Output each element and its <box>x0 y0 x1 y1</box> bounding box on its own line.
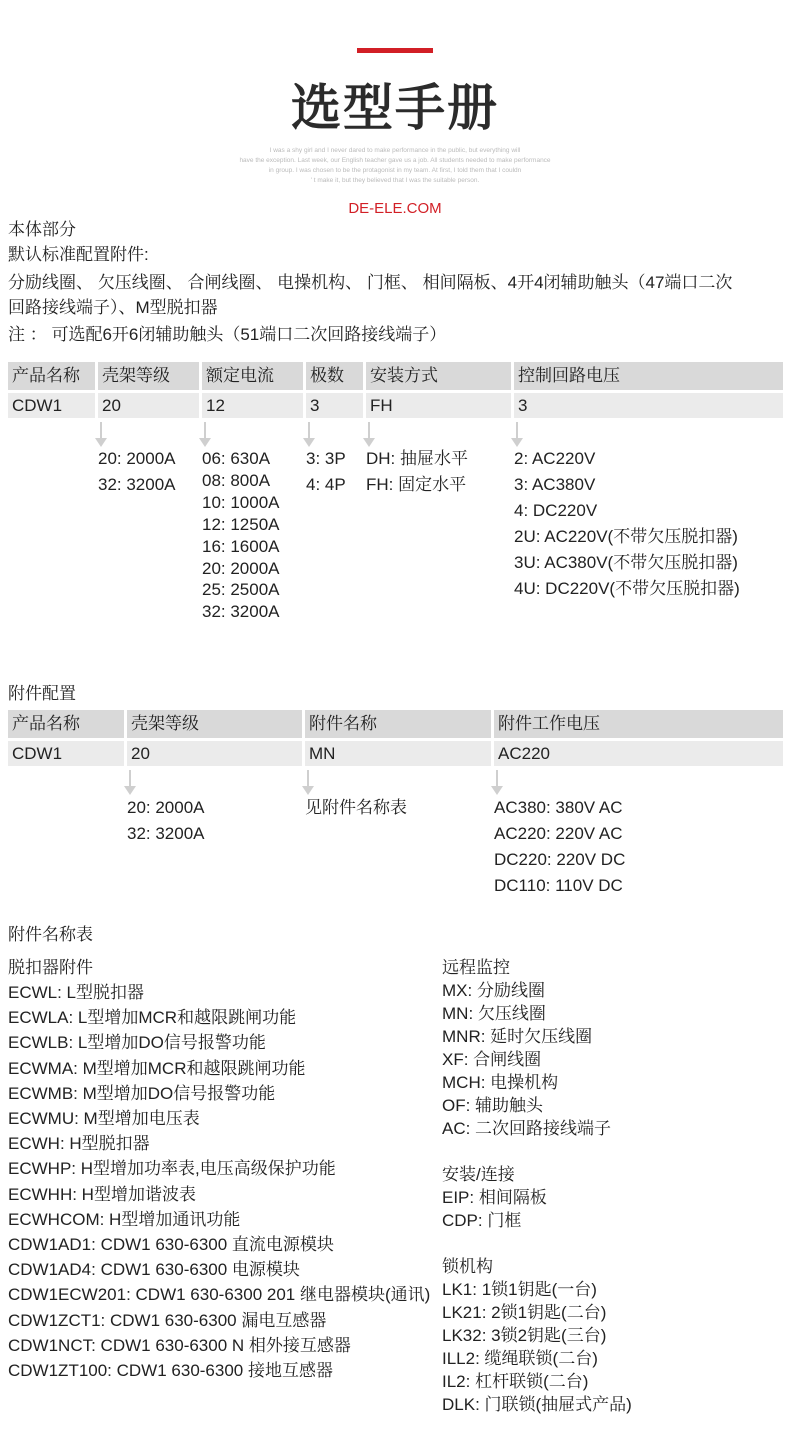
name-item: DLK: 门联锁(抽屉式产品) <box>442 1395 632 1414</box>
option-item: 08: 800A <box>202 470 271 490</box>
table-cell: AC220 <box>494 741 783 766</box>
default-label: 默认标准配置附件: <box>8 245 149 264</box>
table-cell: CDW1 <box>8 393 95 418</box>
name-item: AC: 二次回路接线端子 <box>442 1119 612 1138</box>
table-cell: 3 <box>306 393 363 418</box>
option-item: 4: 4P <box>306 475 346 494</box>
option-item: 32: 3200A <box>98 475 176 494</box>
table-header-cell: 壳架等级 <box>98 362 199 390</box>
group-title: 锁机构 <box>442 1257 493 1276</box>
option-item: 见附件名称表 <box>305 798 407 817</box>
name-item: ECWMB: M型增加DO信号报警功能 <box>8 1083 276 1103</box>
name-item: LK32: 3锁2钥匙(三台) <box>442 1326 607 1345</box>
table-header-cell: 额定电流 <box>202 362 303 390</box>
arrow-down-icon <box>308 422 310 440</box>
default-line: 回路接线端子）、M型脱扣器 <box>8 298 218 317</box>
table-cell: 20 <box>127 741 302 766</box>
arrow-down-icon <box>100 422 102 440</box>
option-item: 20: 2000A <box>202 558 280 578</box>
section-names: 附件名称表 <box>8 925 93 944</box>
option-item: 10: 1000A <box>202 492 280 512</box>
name-item: ECWH: H型脱扣器 <box>8 1134 150 1154</box>
table-header-cell: 极数 <box>306 362 363 390</box>
name-item: CDW1AD1: CDW1 630-6300 直流电源模块 <box>8 1235 334 1254</box>
name-item: ECWMA: M型增加MCR和越限跳闸功能 <box>8 1058 306 1078</box>
option-item: 25: 2500A <box>202 580 280 600</box>
name-item: MCH: 电操机构 <box>442 1073 559 1092</box>
name-item: CDW1ZT100: CDW1 630-6300 接地互感器 <box>8 1361 333 1380</box>
table-cell: FH <box>366 393 511 418</box>
page-title: 选型手册 <box>291 80 499 136</box>
name-item: OF: 辅助触头 <box>442 1096 544 1115</box>
arrow-down-icon <box>204 422 206 440</box>
group-title: 安装/连接 <box>442 1165 515 1184</box>
option-item: 2U: AC220V(不带欠压脱扣器) <box>514 527 738 546</box>
table-header-cell: 控制回路电压 <box>514 362 783 390</box>
group-title: 脱扣器附件 <box>8 958 93 977</box>
name-item: IL2: 杠杆联锁(二台) <box>442 1372 589 1391</box>
arrow-down-icon <box>516 422 518 440</box>
name-item: EIP: 相间隔板 <box>442 1188 547 1207</box>
option-item: FH: 固定水平 <box>366 475 467 494</box>
name-item: ECWMU: M型增加电压表 <box>8 1109 200 1128</box>
option-item: 3U: AC380V(不带欠压脱扣器) <box>514 553 738 572</box>
intro-line: ' t make it, but they believed that I was the suitable person. <box>310 177 480 184</box>
table-header-cell: 壳架等级 <box>127 710 302 738</box>
name-item: ECWL: L型脱扣器 <box>8 983 145 1002</box>
name-item: CDW1ZCT1: CDW1 630-6300 漏电互感器 <box>8 1310 327 1330</box>
table-cell: CDW1 <box>8 741 124 766</box>
name-item: ECWHH: H型增加谐波表 <box>8 1184 196 1204</box>
table-cell: 20 <box>98 393 199 418</box>
name-item: MNR: 延时欠压线圈 <box>442 1027 593 1046</box>
title-accent-bar <box>357 48 433 53</box>
name-item: CDP: 门框 <box>442 1211 522 1230</box>
table-header-cell: 安装方式 <box>366 362 511 390</box>
name-item: ILL2: 缆绳联锁(二台) <box>442 1349 598 1368</box>
table-header-cell: 附件工作电压 <box>494 710 783 738</box>
name-item: CDW1ECW201: CDW1 630-6300 201 继电器模块(通讯) <box>8 1285 431 1305</box>
section-body: 本体部分 <box>8 220 76 239</box>
name-item: ECWHCOM: H型增加通讯功能 <box>8 1209 241 1229</box>
name-item: XF: 合闸线圈 <box>442 1050 542 1069</box>
option-item: DH: 抽屉水平 <box>366 449 468 468</box>
name-item: MX: 分励线圈 <box>442 981 545 1000</box>
arrow-down-icon <box>129 770 131 788</box>
option-item: 12: 1250A <box>202 514 280 534</box>
table-header-cell: 产品名称 <box>8 710 124 738</box>
intro-line: have the exception. Last week, our English teacher gave us a job. All students needed to make performance <box>239 157 551 164</box>
name-item: LK1: 1锁1钥匙(一台) <box>442 1280 597 1299</box>
name-item: ECWLA: L型增加MCR和越限跳闸功能 <box>8 1008 297 1028</box>
arrow-down-icon <box>496 770 498 788</box>
option-item: 16: 1600A <box>202 536 280 556</box>
option-item: 4: DC220V <box>514 501 598 520</box>
table-cell: MN <box>305 741 491 766</box>
option-item: 4U: DC220V(不带欠压脱扣器) <box>514 579 740 598</box>
option-item: DC220: 220V DC <box>494 850 626 869</box>
option-item: 20: 2000A <box>98 449 176 468</box>
intro-text <box>0 146 790 186</box>
option-item: AC380: 380V AC <box>494 798 623 817</box>
option-item: 3: 3P <box>306 449 346 468</box>
name-item: LK21: 2锁1钥匙(二台) <box>442 1303 607 1322</box>
name-item: ECWHP: H型增加功率表,电压高级保护功能 <box>8 1159 336 1179</box>
option-item: 06: 630A <box>202 449 271 468</box>
name-item: MN: 欠压线圈 <box>442 1004 546 1023</box>
option-item: 32: 3200A <box>127 824 205 843</box>
table-header-cell: 附件名称 <box>305 710 491 738</box>
intro-line: in group. I was chosen to be the protagonist in my team. At first, I told them that I couldn <box>268 167 522 174</box>
intro-line: I was a shy girl and I never dared to make performance in the public, but everything will <box>269 147 521 154</box>
name-item: ECWLB: L型增加DO信号报警功能 <box>8 1033 266 1053</box>
option-item: 3: AC380V <box>514 475 596 494</box>
section-accessory: 附件配置 <box>8 684 76 703</box>
default-line: 分励线圈、 欠压线圈、 合闸线圈、 电操机构、 门框、 相间隔板、4开4闭辅助触头（47端口二次 <box>8 273 733 292</box>
option-item: 20: 2000A <box>127 798 205 817</box>
option-item: AC220: 220V AC <box>494 824 623 843</box>
option-item: 2: AC220V <box>514 449 596 468</box>
brand-link[interactable]: DE-ELE.COM <box>348 200 442 217</box>
table-header-cell: 产品名称 <box>8 362 95 390</box>
option-item: 32: 3200A <box>202 602 280 622</box>
arrow-down-icon <box>368 422 370 440</box>
table-cell: 3 <box>514 393 783 418</box>
name-item: CDW1NCT: CDW1 630-6300 N 相外接互感器 <box>8 1335 351 1355</box>
note: 注 ： 可选配6开6闭辅助触头（51端口二次回路接线端子） <box>8 325 447 344</box>
name-item: CDW1AD4: CDW1 630-6300 电源模块 <box>8 1260 300 1280</box>
group-title: 远程监控 <box>442 958 510 977</box>
arrow-down-icon <box>307 770 309 788</box>
table-cell: 12 <box>202 393 303 418</box>
option-item: DC110: 110V DC <box>494 876 623 895</box>
